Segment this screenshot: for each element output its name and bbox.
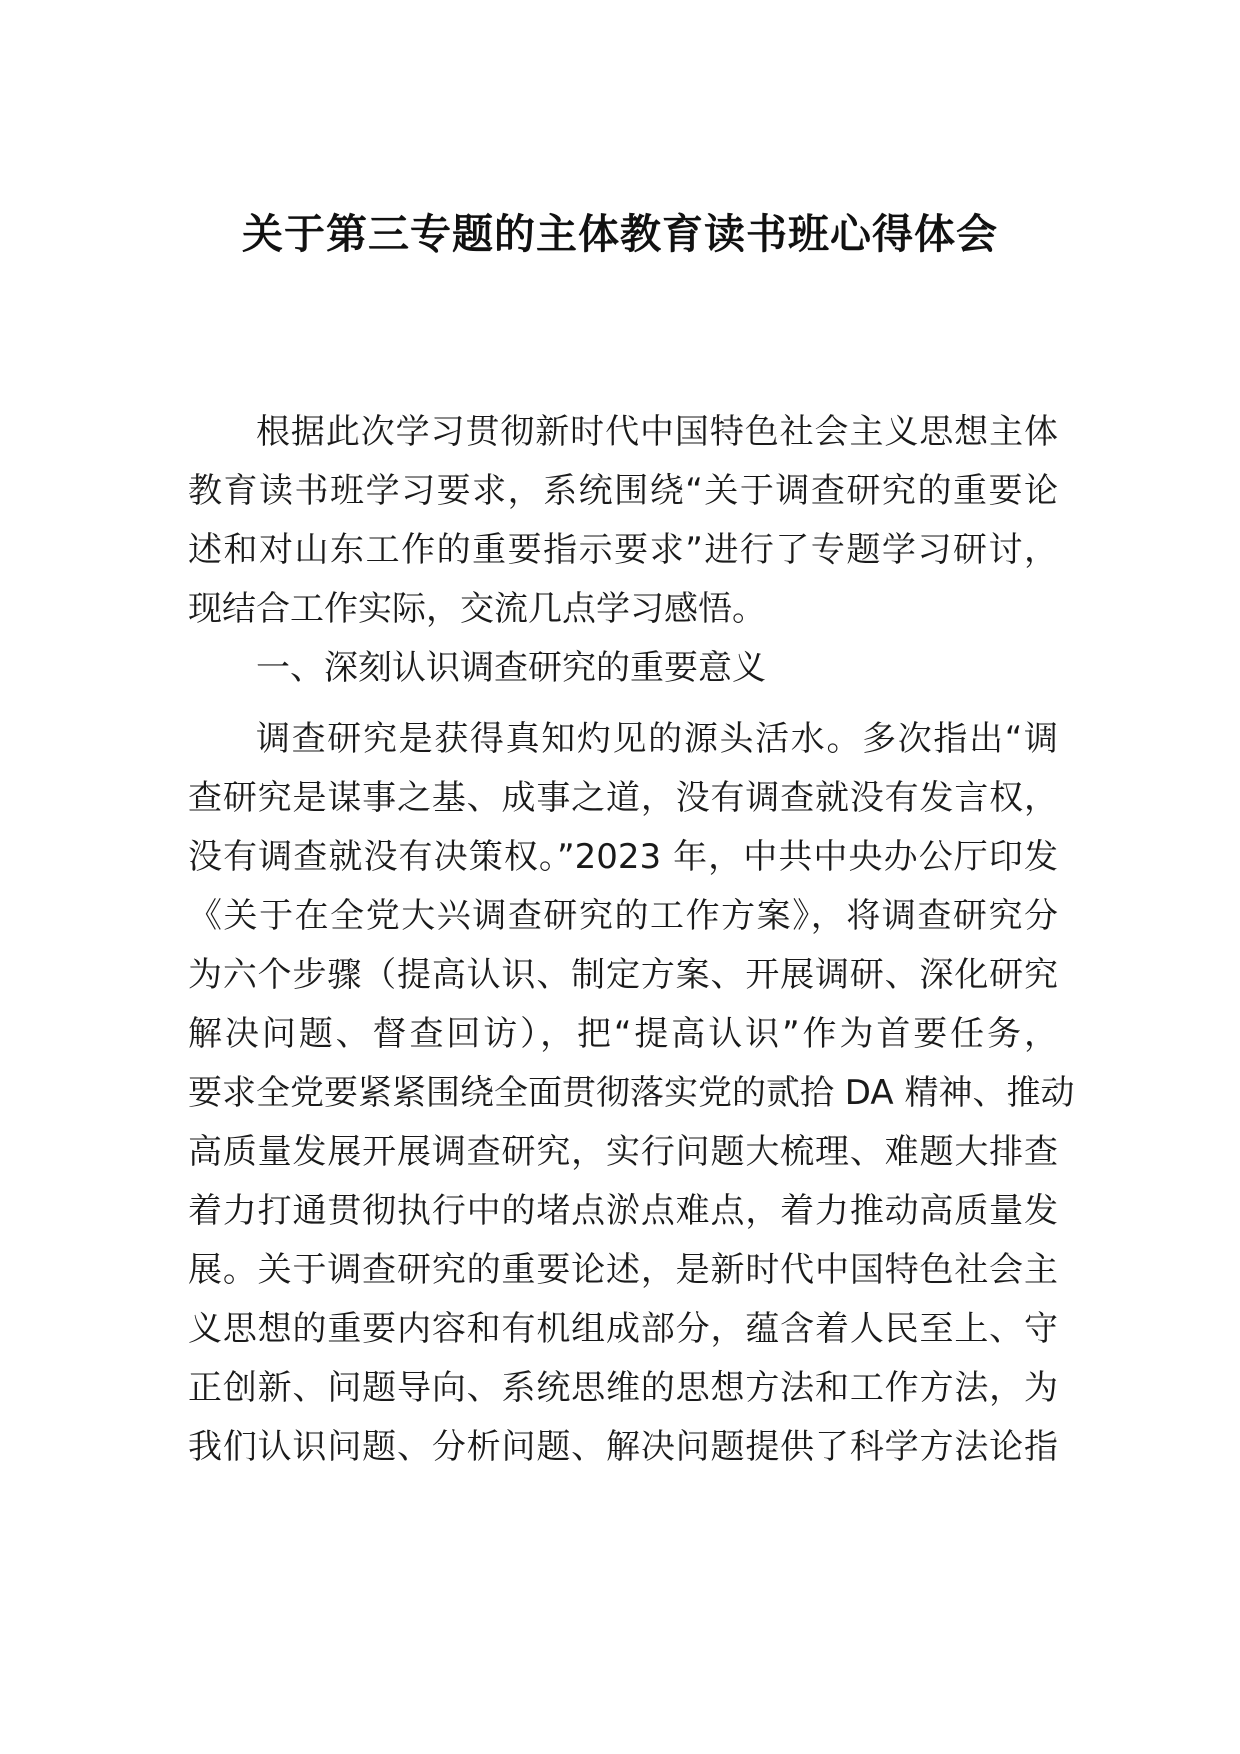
paragraph-2-line-10: 展。关于调查研究的重要论述，是新时代中国特色社会主: [188, 1250, 1058, 1290]
paragraph-2-line-12: 正创新、问题导向、系统思维的思想方法和工作方法，为: [188, 1368, 1058, 1408]
document-title: 关于第三专题的主体教育读书班心得体会: [242, 210, 998, 258]
paragraph-2-line-8: 高质量发展开展调查研究，实行问题大梳理、难题大排查: [188, 1132, 1058, 1172]
paragraph-2-line-1: 调查研究是获得真知灼见的源头活水。多次指出“调: [256, 719, 1058, 759]
paragraph-1-line-2: 教育读书班学习要求，系统围绕“关于调查研究的重要论: [188, 471, 1058, 511]
paragraph-2-line-11: 义思想的重要内容和有机组成部分，蕴含着人民至上、守: [188, 1309, 1058, 1349]
paragraph-2-line-6: 解决问题、督查回访），把“提高认识”作为首要任务，: [188, 1014, 1058, 1054]
paragraph-2-line-4: 《关于在全党大兴调查研究的工作方案》，将调查研究分: [188, 896, 1058, 936]
paragraph-2-line-9: 着力打通贯彻执行中的堵点淤点难点，着力推动高质量发: [188, 1191, 1058, 1231]
paragraph-2-line-13: 我们认识问题、分析问题、解决问题提供了科学方法论指: [188, 1427, 1058, 1467]
paragraph-2-line-2: 查研究是谋事之基、成事之道，没有调查就没有发言权，: [188, 778, 1058, 818]
paragraph-2-line-7: 要求全党要紧紧围绕全面贯彻落实党的贰拾 DA 精神、推动: [188, 1073, 1075, 1113]
section-heading-1: 一、深刻认识调查研究的重要意义: [256, 648, 766, 688]
paragraph-2-line-3: 没有调查就没有决策权。”2023 年，中共中央办公厅印发: [188, 837, 1058, 877]
paragraph-1-line-1: 根据此次学习贯彻新时代中国特色社会主义思想主体: [256, 412, 1058, 452]
paragraph-2-line-5: 为六个步骤（提高认识、制定方案、开展调研、深化研究: [188, 955, 1058, 995]
paragraph-1-line-3: 述和对山东工作的重要指示要求”进行了专题学习研讨，: [188, 530, 1058, 570]
paragraph-1-line-4: 现结合工作实际，交流几点学习感悟。: [188, 589, 766, 629]
